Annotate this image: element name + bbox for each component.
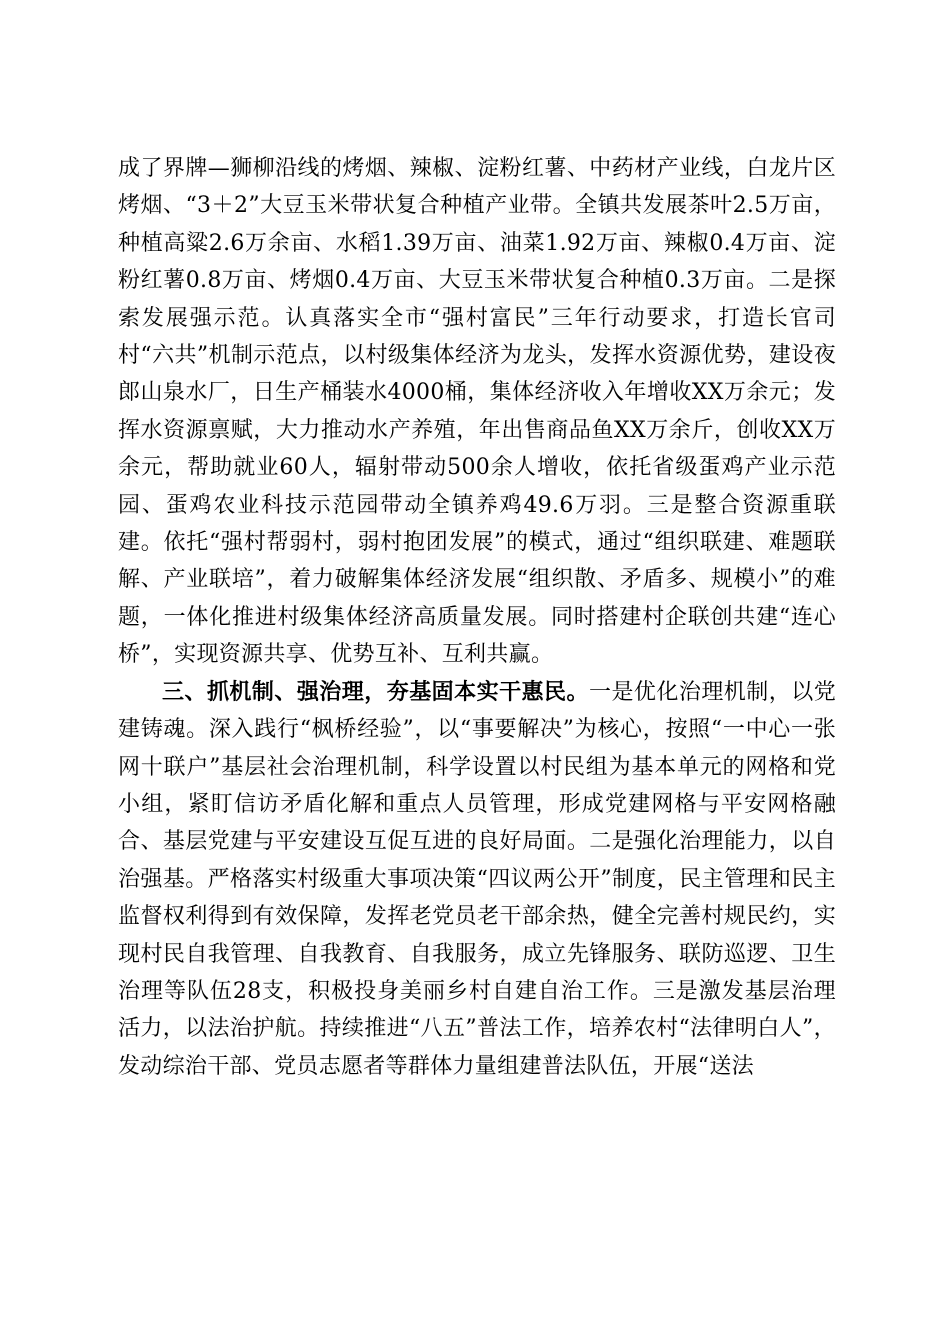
document-body — [118, 150, 836, 1085]
section-heading-three: 三、抓机制、强治理，夯基固本实干惠民。 — [162, 678, 589, 705]
paragraph-governance-body: 一是优化治理机制，以党建铸魂。深入践行“枫桥经验”，以“事要解决”为核心，按照“一中心一张网十联户”基层社会治理机制，科学设置以村民组为基本单元的网格和党小组，紧盯信访矛盾化解和重点人员管理，形成党建网格与平安网格融合、基层党建与平安建设互促互进的良好局面。二是强化治理能力，以自治强基。严格落实村级重大事项决策“四议两公开”制度，民主管理和民主监督权利得到有效保障，发挥老党员老干部余热，健全完善村规民约，实现村民自我管理、自我教育、自我服务，成立先锋服务、联防巡逻、卫生治理等队伍28支，积极投身美丽乡村自建自治工作。三是激发基层治理活力，以法治护航。持续推进“八五”普法工作，培养农村“法律明白人”，发动综治干部、党员志愿者等群体力量组建普法队伍，开展“送法 — [118, 679, 836, 1079]
paragraph-governance — [118, 674, 836, 1085]
paragraph-industry-development: 成了界牌—狮柳沿线的烤烟、辣椒、淀粉红薯、中药材产业线，白龙片区烤烟、“3＋2”大豆玉米带状复合种植产业带。全镇共发展茶叶2.5万亩，种植高粱2.6万余亩、水稻1.39万亩、油菜1.92万亩、辣椒0.4万亩、淀粉红薯0.8万亩、烤烟0.4万亩、大豆玉米带状复合种植0.3万亩。二是探索发展强示范。认真落实全市“强村富民”三年行动要求，打造长官司村“六共”机制示范点，以村级集体经济为龙头，发挥水资源优势，建设夜郎山泉水厂，日生产桶装水4000桶，集体经济收入年增收XX万余元；发挥水资源禀赋，大力推动水产养殖，年出售商品鱼XX万余斤，创收XX万余元，帮助就业60人，辐射带动500余人增收，依托省级蛋鸡产业示范园、蛋鸡农业科技示范园带动全镇养鸡49.6万羽。三是整合资源重联建。依托“强村帮弱村，弱村抱团发展”的模式，通过“组织联建、难题联解、产业联培”，着力破解集体经济发展“组织散、矛盾多、规模小”的难题，一体化推进村级集体经济高质量发展。同时搭建村企联创共建“连心桥”，实现资源共享、优势互补、互利共赢。 — [118, 156, 836, 668]
